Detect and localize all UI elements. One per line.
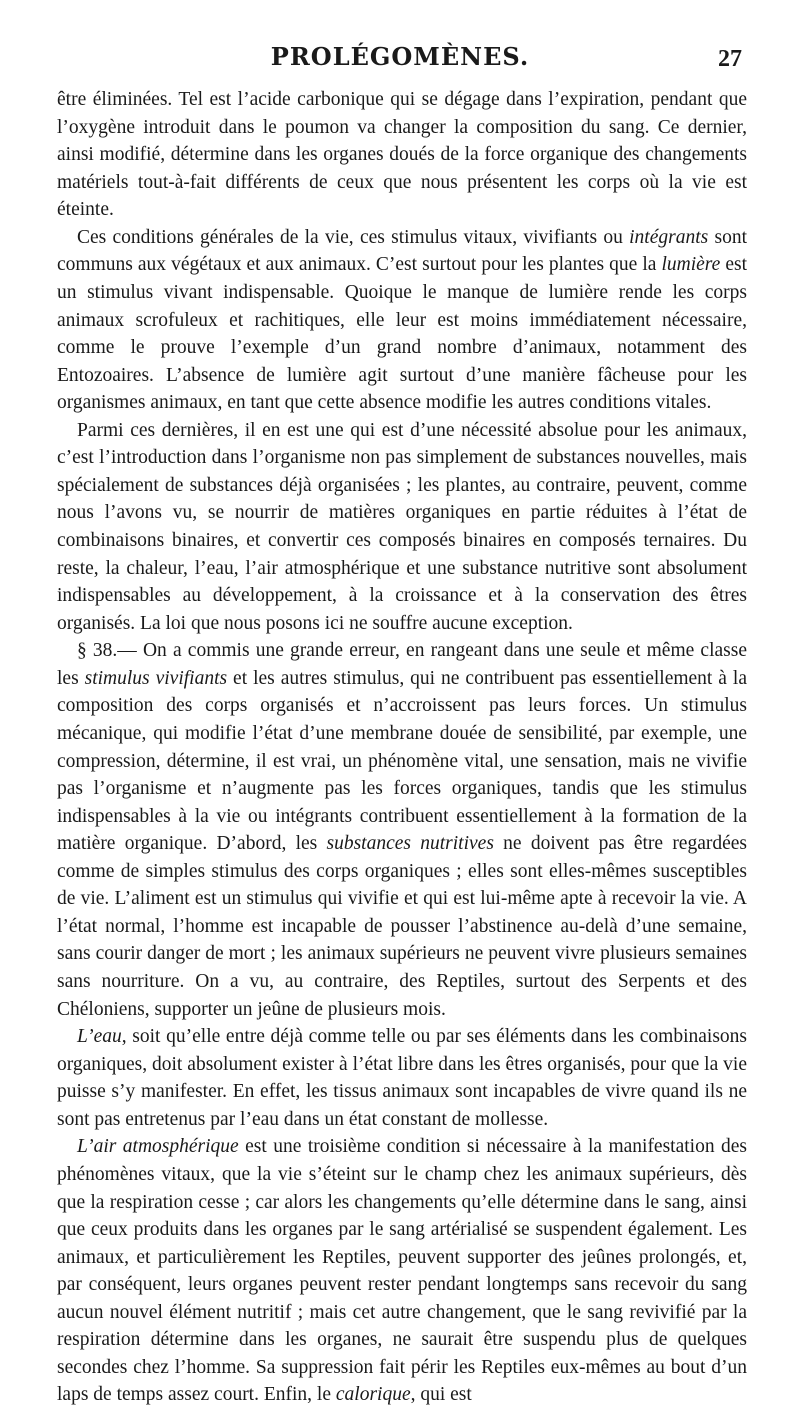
running-title: PROLÉGOMÈNES. [270,42,530,71]
paragraph-text: Parmi ces dernières, il en est une qui est d’une nécessité absolue pour les animaux, c’est l’introduction dans l’organisme non pas simplement de substances nouvelles, mais spécialement de substances déjà organisées ; les plantes, au contraire, peuvent, comme nous l’avons vu, se nourrir de matières organiques en partie réduites à l’état de combinaisons binaires, et convertir ces composés binaires en composés ternaires. Du reste, la chaleur, l’eau, l’air atmosphérique et une substance nutritive sont absolument indispensables au développement, à la croissance et à la conservation des êtres organisés. La loi que nous posons ici ne souffre aucune exception. [57,419,747,634]
paragraph-nutrition [57,417,747,638]
paragraph-section-38 [57,637,747,1023]
text-run: , qui est [410,1384,472,1406]
text-run: sont communs aux végétaux et aux animaux. C’est surtout pour les plantes que la [57,226,747,276]
body-text [57,86,747,1409]
text-run: Ces conditions générales de la vie, ces stimulus vitaux, vivifiants ou [77,226,630,248]
italic-term: calorique [335,1384,411,1406]
paragraph-text: être éliminées. Tel est l’acide carbonique qui se dégage dans l’expiration, pendant que l’oxygène introduit dans le poumon va changer la composition du sang. Ce dernier, ainsi modifié, détermine dans les organes doués de la force organique des changements matériels tout-à-fait différents de ceux que nous présentent les corps où la vie est éteinte. [57,89,747,221]
paragraph-conditions [57,224,747,417]
text-run: ne doivent pas être regardées comme de simples stimulus des corps organiques ; elles sont elles-mêmes susceptibles de vie. L’aliment est un stimulus qui vivifie et qui est lui-même apte à recevoir la vie. A l’état normal, l’homme est incapable de pousser l’abstinence au-delà d’une semaine, sans courir danger de mort ; les animaux supérieurs ne peuvent vivre plusieurs semaines sans nourriture. On a vu, au contraire, des Reptiles, surtout des Serpents et des Chéloniens, supporter un jeûne de plusieurs mois. [57,833,748,1020]
running-head [0,42,800,82]
text-run: , soit qu’elle entre déjà comme telle ou par ses éléments dans les combinaisons organiques, doit absolument exister à l’état libre dans les êtres organisés, pour que la vie puisse s’y manifester. En effet, les tissus animaux sont incapables de vivre quand ils ne sont pas entretenus par l’eau dans un état constant de mollesse. [57,1026,747,1130]
italic-term: lumière [661,254,721,276]
italic-term: L’air atmosphérique [77,1136,239,1158]
text-run: est un stimulus vivant indispensable. Quoique le manque de lumière rende les corps animaux scrofuleux et rachitiques, elle leur est moins immédiatement nécessaire, comme le prouve l’exemple d’un grand nombre d’animaux, notamment des Entozoaires. L’absence de lumière agit surtout d’une manière fâcheuse pour les organismes animaux, en tant que cette absence modifie les autres conditions vitales. [57,254,747,414]
italic-term: intégrants [629,226,709,248]
italic-term: L’eau [77,1026,122,1048]
text-run: § 38.— On a commis une grande erreur, en rangeant dans une seule et même classe les [57,640,747,689]
paragraph-water [57,1023,747,1133]
page-number: 27 [718,46,742,72]
text-run: est une troisième condition si nécessaire à la manifestation des phénomènes vitaux, que la vie s’éteint sur le champ chez les animaux supérieurs, dès que la respiration cesse ; car alors les changements qu’elle détermine dans le sang, ainsi que ceux produits dans les organes par le sang artérialisé se suspendent également. Les animaux, et particulièrement les Reptiles, peuvent supporter des jeûnes prolongés, et, par conséquent, leurs organes peuvent rester pendant longtemps sans recevoir du sang aucun nouvel élément nutritif ; mais cet autre changement, que le sang revivifié par la respiration détermine dans les organes, ne saurait être suspendu plus de quelques secondes chez l’homme. Sa suppression fait périr les Reptiles eux-mêmes au bout d’un laps de temps assez court. Enfin, le [57,1136,748,1406]
italic-term: stimulus vivifiants [84,667,228,689]
text-run: et les autres stimulus, qui ne contribuent pas essentiellement à la composition des corps organisés et n’accroissent pas leurs forces. Un stimulus mécanique, qui modifie l’état d’une membrane douée de sensibilité, par exemple, une compression, détermine, il est vrai, un phénomène vital, une sensation, mais ne vivifie pas l’organisme et n’augmente pas les forces organiques, tandis que les stimulus indispensables à la vie ou intégrants contribuent essentiellement à la formation de la matière organique. D’abord, les [57,667,747,855]
italic-term: substances nutritives [326,833,494,855]
paragraph-air [57,1133,747,1409]
paragraph-continuation [57,86,747,224]
